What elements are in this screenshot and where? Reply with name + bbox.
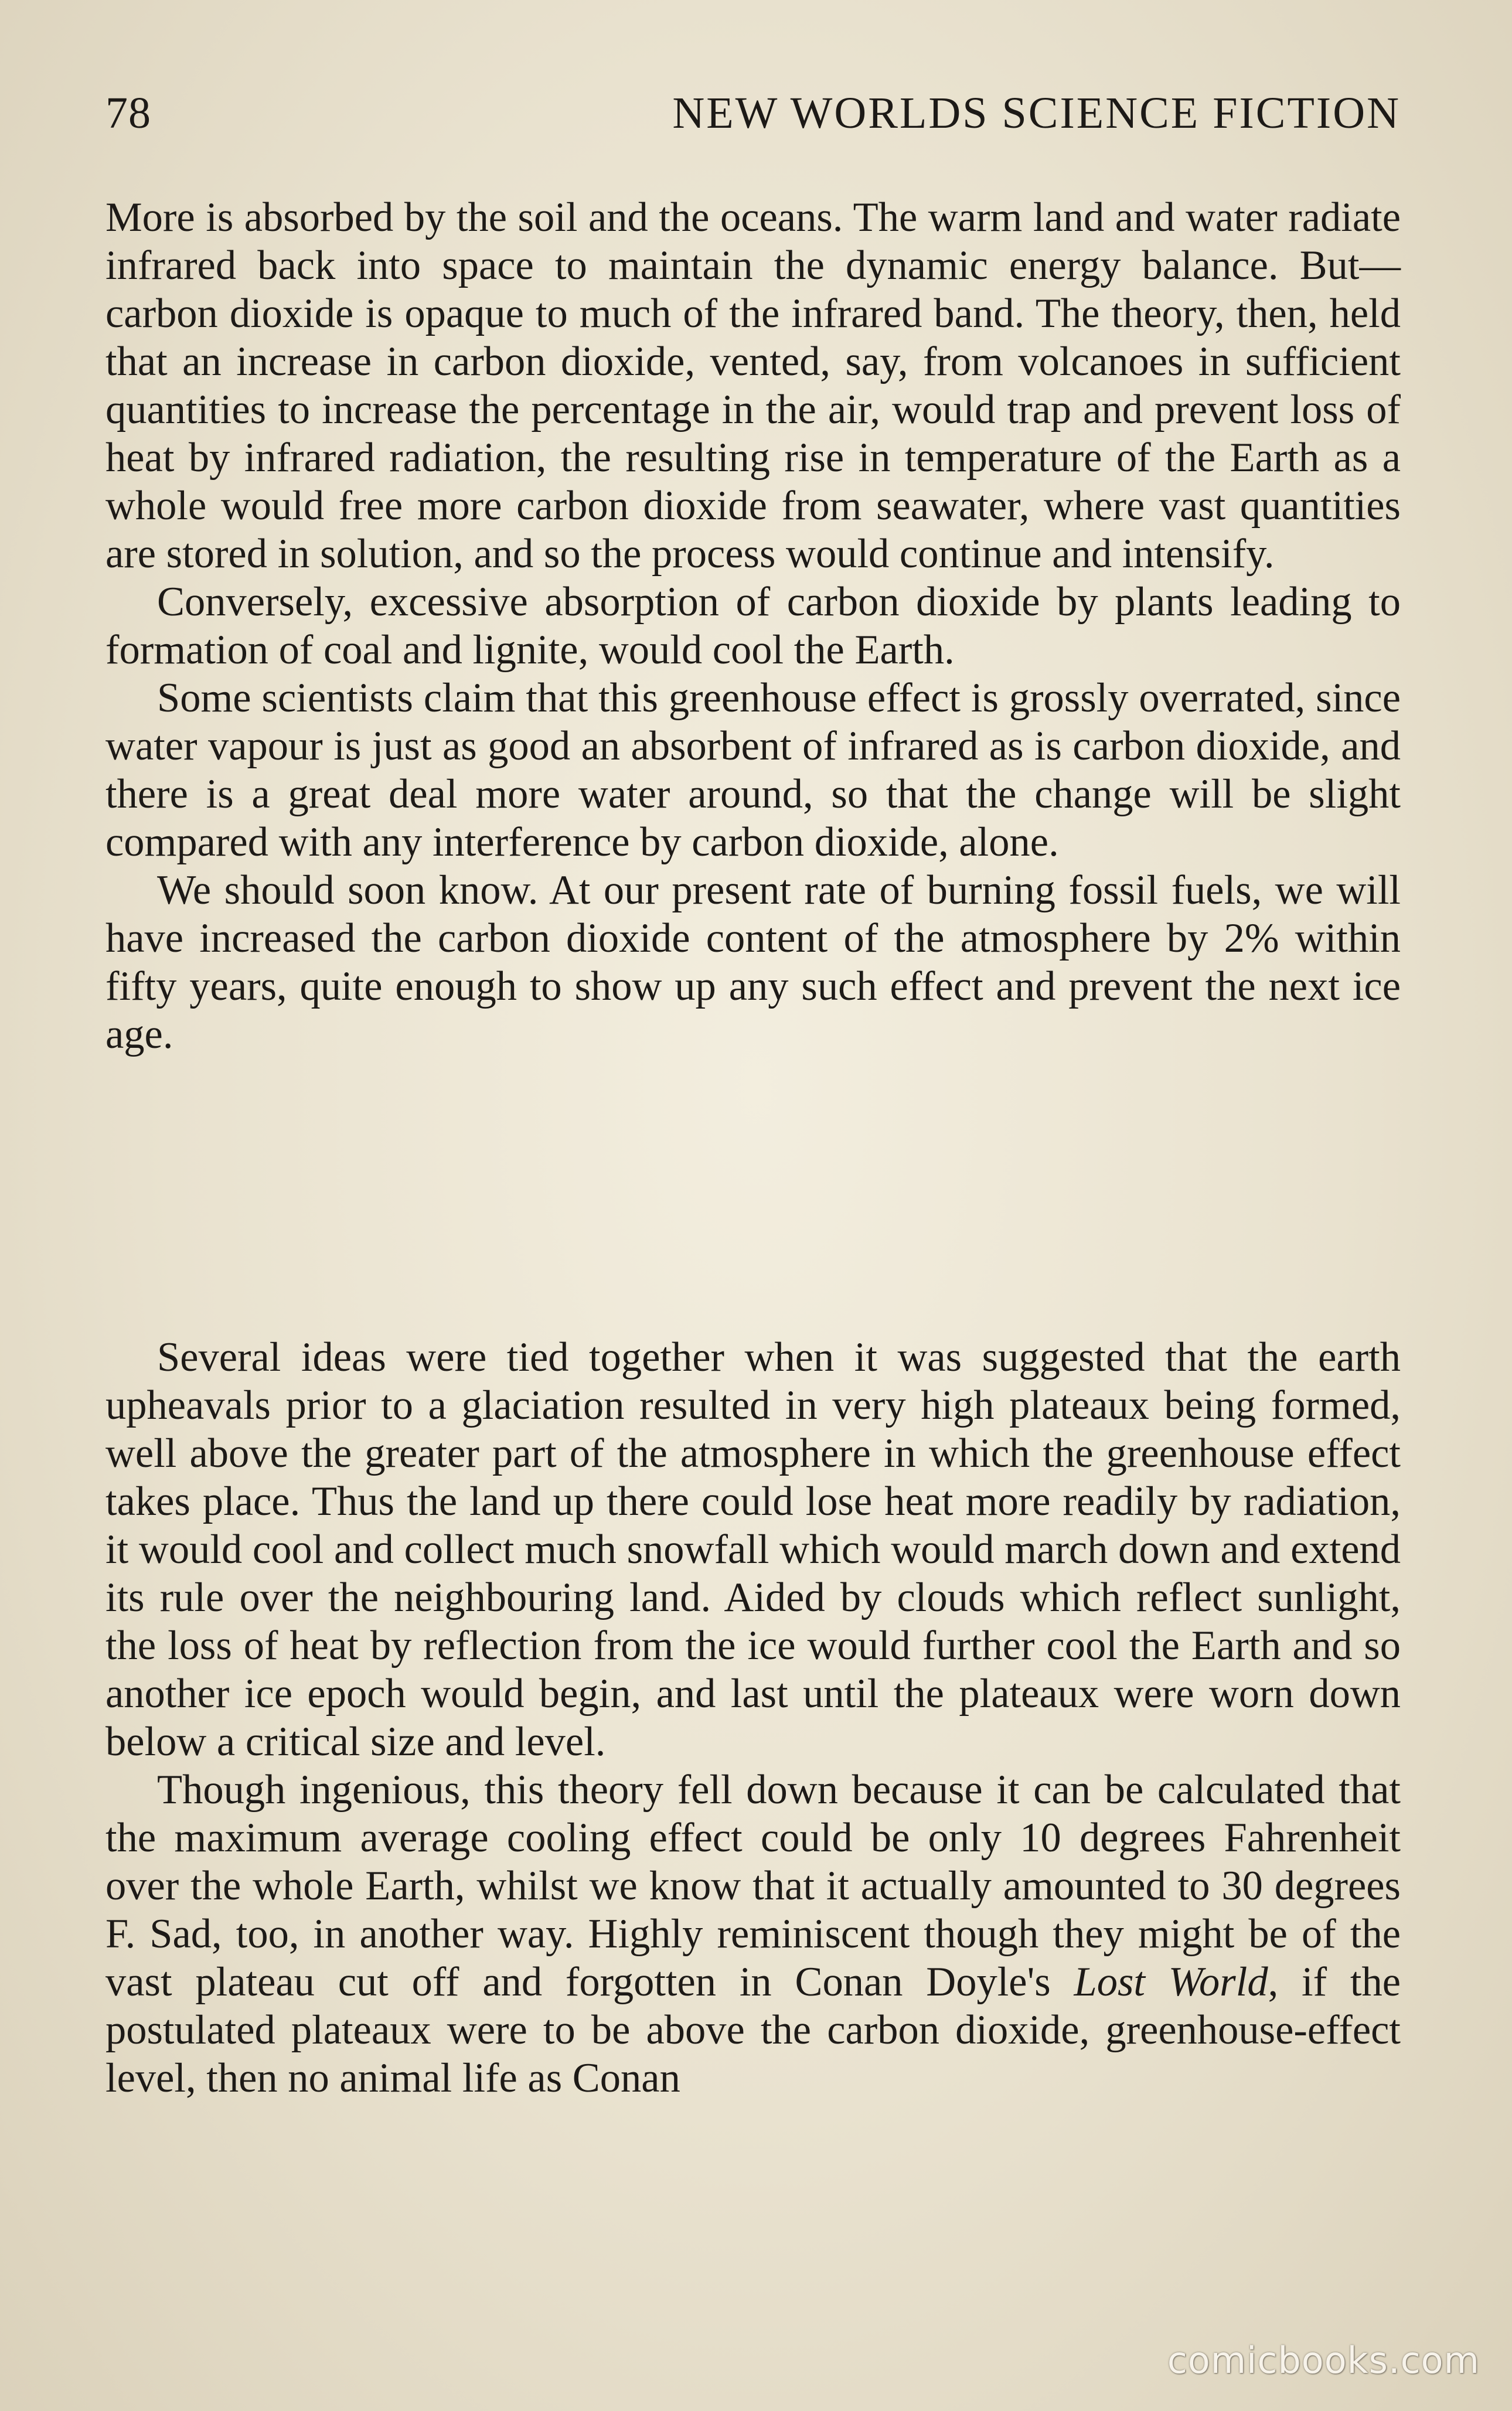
- paragraph-2: Conversely, excessive absorption of carbon dioxide by plants leading to formation of coal and lignite, would cool the Earth.: [105, 579, 1401, 673]
- watermark: comicbooks.com: [1167, 2339, 1480, 2382]
- paragraph-6: [105, 1766, 1401, 2102]
- page-number: 78: [105, 88, 151, 138]
- page-header: [105, 88, 1401, 152]
- paragraph-6-text-b: , if the postulated plateaux were to be above the carbon dioxide, greenhouse-effect level, then no animal life as Conan: [105, 1959, 1401, 2101]
- paragraph-6-text-a: Though ingenious, this theory fell down because it can be calculated that the maximum average cooling effect could be only 10 degrees Fahrenheit over the whole Earth, whilst we know that it actually amounted to 30 degrees F. Sad, too, in another way. Highly reminiscent though they might be of the vast plateau cut off and forgotten in Conan Doyle's: [105, 1767, 1401, 2005]
- paragraph-3: Some scientists claim that this greenhouse effect is grossly overrated, since water vapour is just as good an absorbent of infrared as is carbon dioxide, and there is a great deal more water around, so that the change will be slight compared with any interference by carbon dioxide, alone.: [105, 675, 1401, 865]
- running-head: NEW WORLDS SCIENCE FICTION: [672, 88, 1401, 138]
- paragraph-4: We should soon know. At our present rate of burning fossil fuels, we will have increased the carbon dioxide content of the atmosphere by 2% within fifty years, quite enough to show up any such effect and prevent the next ice age.: [105, 867, 1401, 1057]
- text-block-1: [105, 193, 1401, 1058]
- text-block-2: [105, 1333, 1401, 2102]
- book-title-lost-world: Lost World: [1074, 1959, 1268, 2005]
- paragraph-5: Several ideas were tied together when it was suggested that the earth upheavals prior to a glaciation resulted in very high plateaux being formed, well above the greater part of the atmosphere in which the greenhouse effect takes place. Thus the land up there could lose heat more readily by radiation, it would cool and collect much snowfall which would march down and extend its rule over the neighbouring land. Aided by clouds which reflect sunlight, the loss of heat by reflection from the ice would further cool the Earth and so another ice epoch would begin, and last until the plateaux were worn down below a critical size and level.: [105, 1334, 1401, 1765]
- paragraph-1: More is absorbed by the soil and the oceans. The warm land and water radiate infrared back into space to maintain the dynamic energy balance. But—carbon dioxide is opaque to much of the infrared band. The theory, then, held that an increase in carbon dioxide, vented, say, from volcanoes in sufficient quantities to increase the percentage in the air, would trap and prevent loss of heat by infrared radiation, the resulting rise in temperature of the Earth as a whole would free more carbon dioxide from seawater, where vast quantities are stored in solution, and so the process would continue and intensify.: [105, 195, 1401, 577]
